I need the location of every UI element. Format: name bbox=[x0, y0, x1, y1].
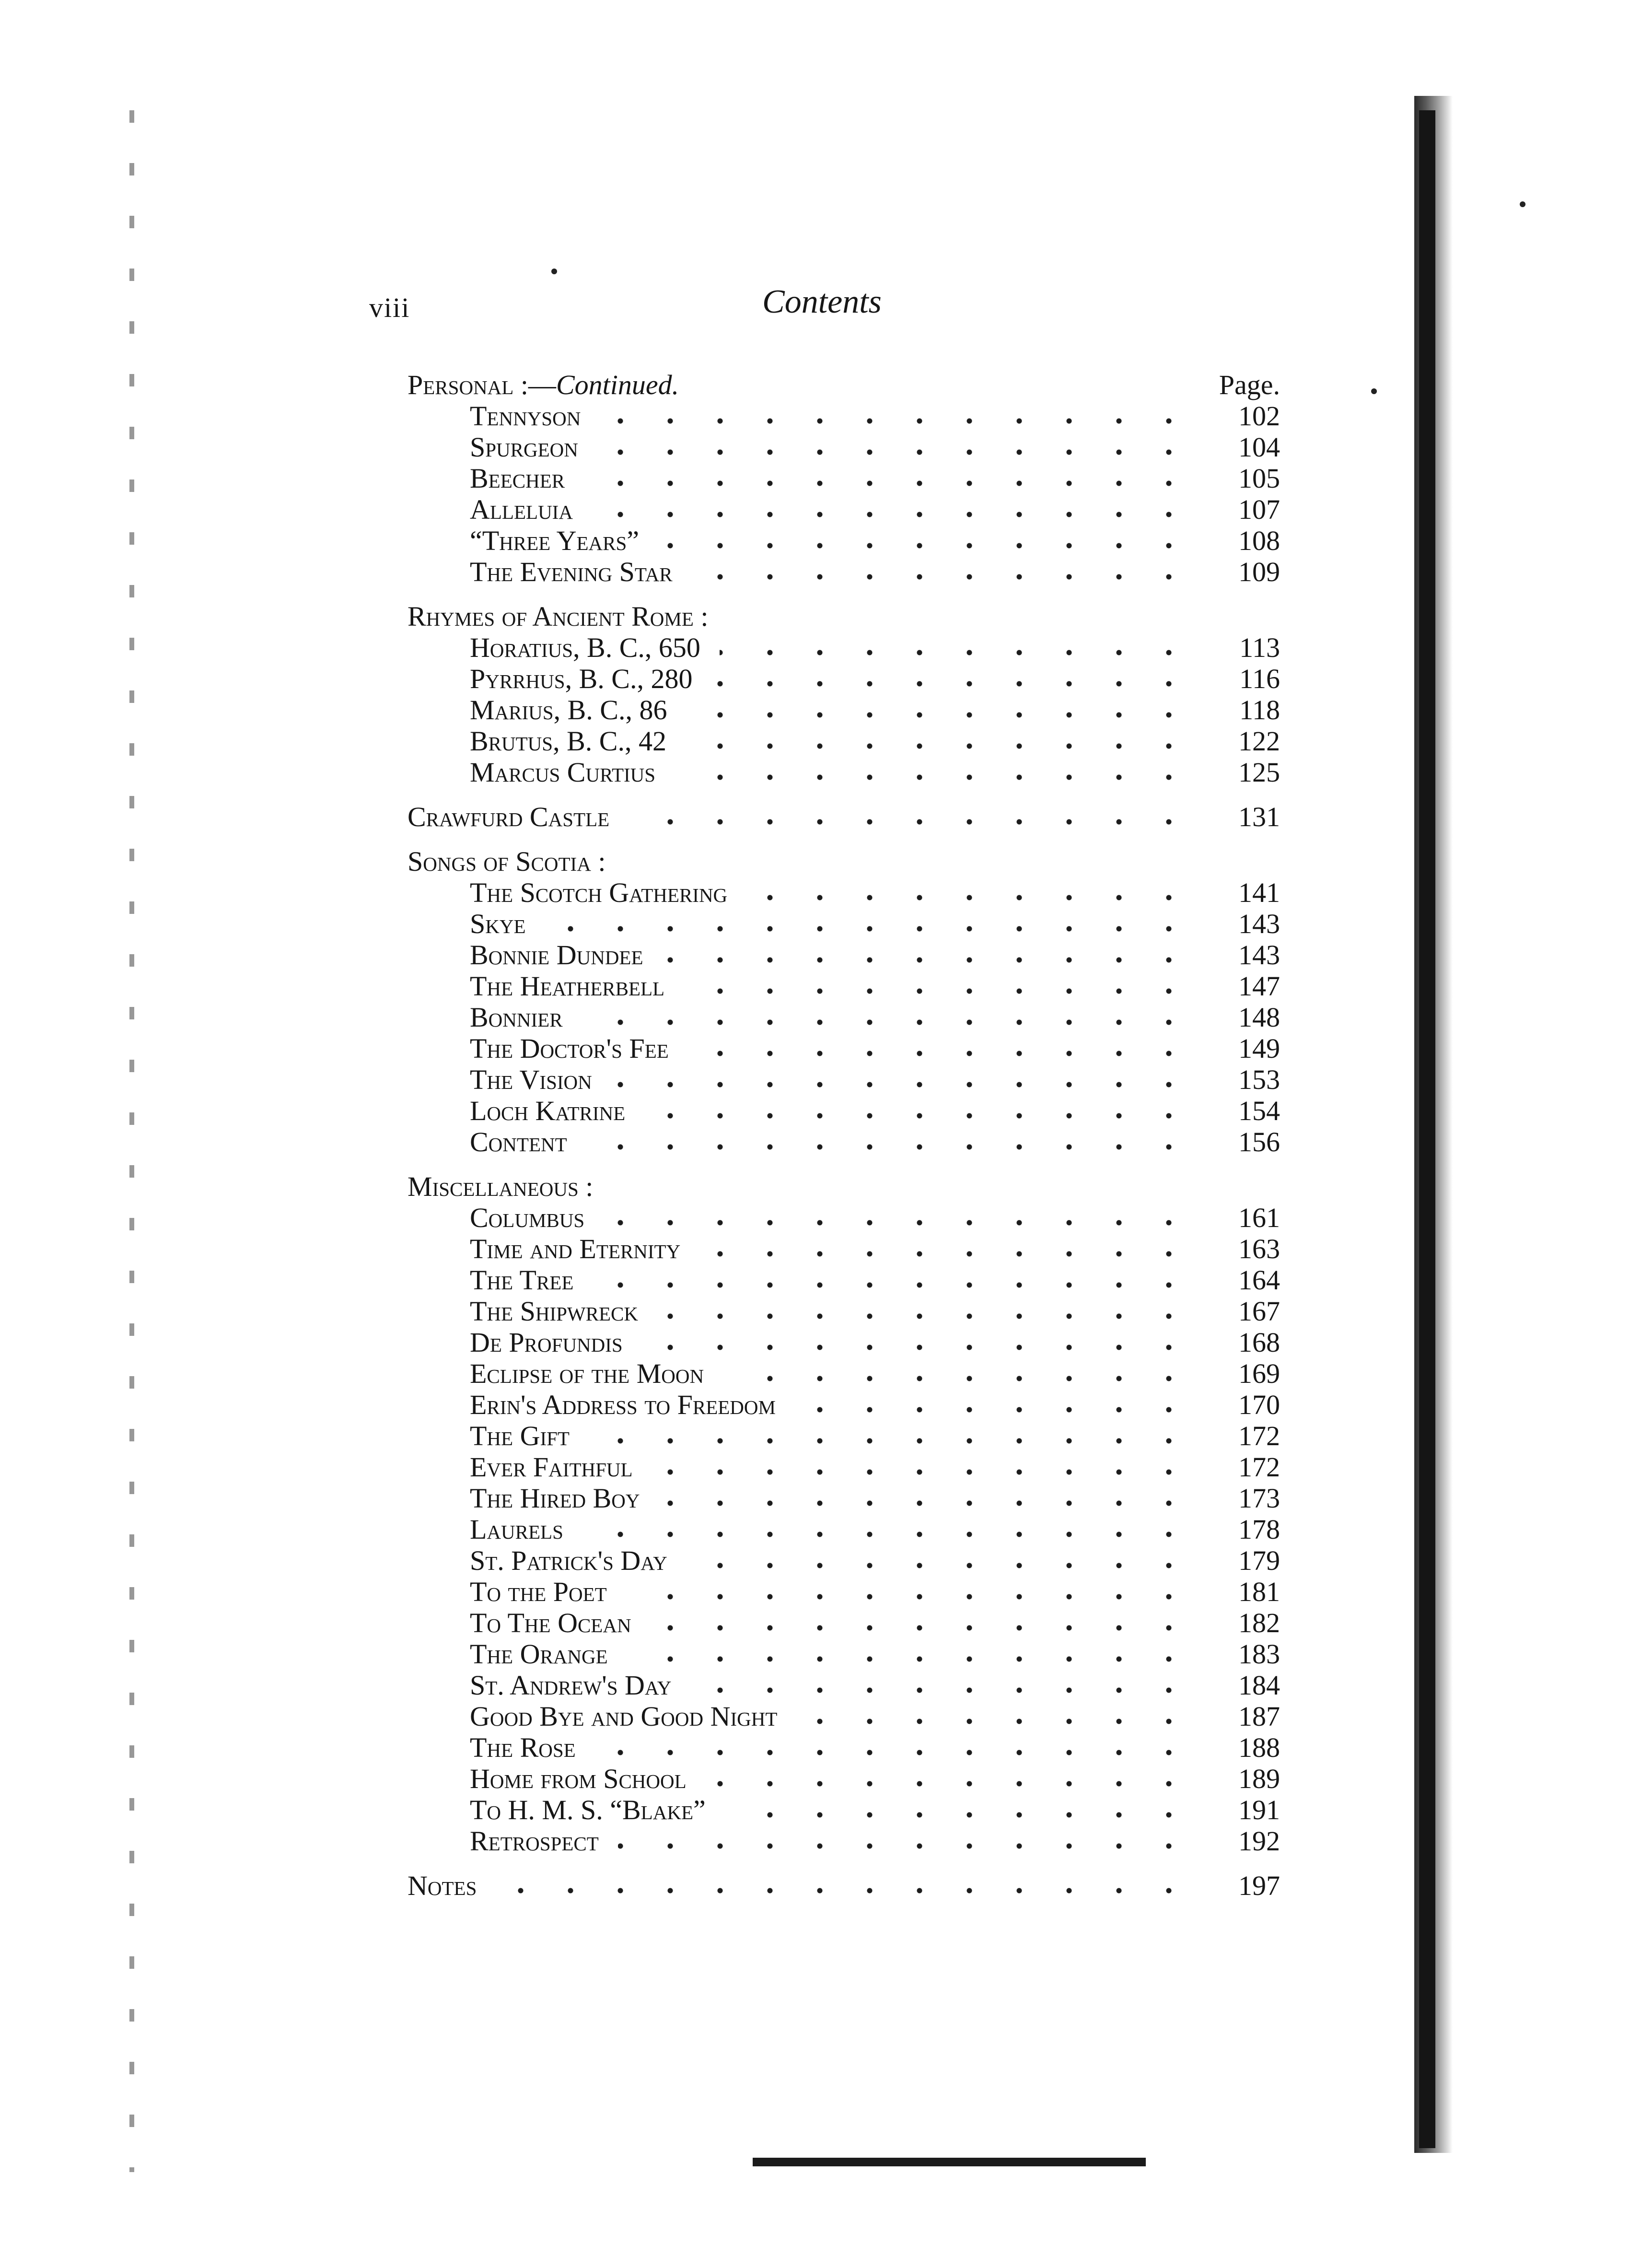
dot-leader bbox=[629, 818, 1194, 825]
toc-entry bbox=[408, 877, 1280, 908]
dot-leader bbox=[692, 573, 1194, 580]
toc-page-number: 125 bbox=[1238, 757, 1280, 788]
toc-page-number: 116 bbox=[1239, 663, 1280, 694]
page-header bbox=[369, 283, 1280, 336]
toc-section bbox=[408, 601, 1280, 632]
toc-title: Content bbox=[470, 1126, 567, 1157]
toc-title: Retrospect bbox=[470, 1825, 599, 1857]
toc-title: The Heatherbell bbox=[470, 970, 665, 1002]
toc-entry bbox=[408, 632, 1280, 663]
scan-edge-marks bbox=[129, 110, 134, 2172]
toc-entry bbox=[408, 757, 1280, 788]
toc-entry bbox=[408, 725, 1280, 757]
dot-leader bbox=[582, 1531, 1194, 1538]
toc-entry bbox=[408, 1607, 1280, 1638]
dot-leader bbox=[659, 1500, 1194, 1507]
scan-speck bbox=[1371, 388, 1377, 394]
dot-leader bbox=[796, 1718, 1194, 1725]
toc-entry bbox=[408, 1095, 1280, 1126]
toc-entry bbox=[408, 1701, 1280, 1732]
toc-entry bbox=[408, 1732, 1280, 1763]
dot-leader bbox=[690, 1687, 1194, 1694]
scan-speck bbox=[1520, 201, 1525, 207]
toc-entry bbox=[408, 1233, 1280, 1264]
toc-title: Notes bbox=[408, 1870, 477, 1901]
toc-entry bbox=[408, 1763, 1280, 1794]
toc-entry bbox=[408, 432, 1280, 463]
dot-leader bbox=[618, 1843, 1194, 1849]
dot-leader bbox=[626, 1593, 1194, 1600]
page-number: viii bbox=[369, 292, 410, 323]
toc-page-number: 172 bbox=[1238, 1451, 1280, 1483]
toc-page-number: 183 bbox=[1238, 1638, 1280, 1670]
toc-section bbox=[408, 369, 1280, 400]
toc-page-number: 113 bbox=[1239, 632, 1280, 663]
dot-leader bbox=[687, 1562, 1194, 1569]
toc-entry bbox=[408, 1264, 1280, 1296]
dot-leader bbox=[642, 1344, 1194, 1351]
toc-title: Columbus bbox=[470, 1202, 585, 1233]
toc-entry bbox=[408, 1638, 1280, 1670]
dot-leader bbox=[652, 1469, 1194, 1475]
toc-page-number: 161 bbox=[1238, 1202, 1280, 1233]
toc-title: Alleluia bbox=[470, 494, 573, 525]
toc-page-number: 173 bbox=[1238, 1483, 1280, 1514]
toc-page-number: 105 bbox=[1238, 463, 1280, 494]
toc-page-number: 170 bbox=[1238, 1389, 1280, 1420]
toc-page-number: 182 bbox=[1238, 1607, 1280, 1638]
toc-page-number: 188 bbox=[1238, 1732, 1280, 1763]
binding-edge bbox=[1419, 110, 1435, 2148]
toc-title: To The Ocean bbox=[470, 1607, 631, 1638]
toc-page-number: 184 bbox=[1238, 1670, 1280, 1701]
dot-leader bbox=[686, 712, 1194, 718]
toc-entry bbox=[408, 1064, 1280, 1095]
dot-leader bbox=[600, 418, 1194, 424]
dot-leader bbox=[663, 957, 1194, 963]
toc-entry bbox=[408, 1545, 1280, 1576]
dot-leader bbox=[597, 449, 1194, 456]
dot-leader bbox=[720, 649, 1194, 656]
toc-page-number: 169 bbox=[1238, 1358, 1280, 1389]
dot-leader bbox=[706, 1780, 1194, 1787]
toc-page-number: 143 bbox=[1238, 908, 1280, 939]
toc-page-number: 163 bbox=[1238, 1233, 1280, 1264]
dot-leader bbox=[675, 774, 1194, 781]
dot-leader bbox=[595, 1749, 1194, 1756]
toc-entry bbox=[408, 463, 1280, 494]
toc-page-number: 154 bbox=[1238, 1095, 1280, 1126]
toc-title: Personal :—Continued. bbox=[408, 369, 679, 400]
dot-leader bbox=[589, 1438, 1194, 1444]
toc-page-number: 131 bbox=[1238, 801, 1280, 832]
toc-title: Crawfurd Castle bbox=[408, 801, 610, 832]
toc-entry bbox=[408, 1389, 1280, 1420]
dot-leader bbox=[592, 511, 1194, 518]
toc-entry bbox=[408, 908, 1280, 939]
toc-title: Marcus Curtius bbox=[470, 757, 656, 788]
toc-title: The Shipwreck bbox=[470, 1296, 638, 1327]
toc-page-number: 168 bbox=[1238, 1327, 1280, 1358]
toc-page-number: 164 bbox=[1238, 1264, 1280, 1296]
toc-title: Loch Katrine bbox=[470, 1095, 626, 1126]
dot-leader bbox=[586, 1144, 1194, 1150]
table-of-contents bbox=[408, 369, 1280, 1901]
toc-page-number: 179 bbox=[1238, 1545, 1280, 1576]
toc-entry bbox=[408, 1420, 1280, 1451]
toc-entry bbox=[408, 1202, 1280, 1233]
toc-page-number: 189 bbox=[1238, 1763, 1280, 1794]
toc-page-number: 181 bbox=[1238, 1576, 1280, 1607]
toc-title: Brutus, B. C., 42 bbox=[470, 725, 666, 757]
toc-title: The Hired Boy bbox=[470, 1483, 640, 1514]
toc-page-number: 141 bbox=[1238, 877, 1280, 908]
toc-entry bbox=[408, 1002, 1280, 1033]
toc-page-number: 109 bbox=[1238, 556, 1280, 587]
toc-page-number: 122 bbox=[1238, 725, 1280, 757]
toc-page-number: 172 bbox=[1238, 1420, 1280, 1451]
toc-title: St. Patrick's Day bbox=[470, 1545, 667, 1576]
scan-speck bbox=[551, 269, 557, 274]
toc-section bbox=[408, 801, 1280, 832]
toc-entry bbox=[408, 1670, 1280, 1701]
toc-title: Skye bbox=[470, 908, 526, 939]
toc-entry bbox=[408, 1794, 1280, 1825]
dot-leader bbox=[699, 1251, 1194, 1257]
toc-entry bbox=[408, 970, 1280, 1002]
dot-leader bbox=[651, 1625, 1194, 1631]
toc-entry bbox=[408, 1327, 1280, 1358]
running-title: Contents bbox=[762, 283, 882, 320]
toc-page-number: 107 bbox=[1238, 494, 1280, 525]
toc-entry bbox=[408, 525, 1280, 556]
toc-page-number: 104 bbox=[1238, 432, 1280, 463]
toc-title: Pyrrhus, B. C., 280 bbox=[470, 663, 693, 694]
toc-page-number: 102 bbox=[1238, 400, 1280, 432]
toc-entry bbox=[408, 1358, 1280, 1389]
toc-title: “Three Years” bbox=[470, 525, 639, 556]
toc-entry bbox=[408, 1825, 1280, 1857]
toc-title: St. Andrew's Day bbox=[470, 1670, 672, 1701]
dot-leader bbox=[582, 1019, 1194, 1026]
dot-leader bbox=[593, 1282, 1194, 1288]
toc-title: The Orange bbox=[470, 1638, 608, 1670]
dot-leader bbox=[627, 1656, 1194, 1662]
dot-leader bbox=[496, 1887, 1194, 1894]
toc-page-number: 118 bbox=[1239, 694, 1280, 725]
toc-title: The Rose bbox=[470, 1732, 576, 1763]
toc-title: Spurgeon bbox=[470, 432, 578, 463]
toc-entry bbox=[408, 663, 1280, 694]
toc-entry bbox=[408, 400, 1280, 432]
toc-title: Rhymes of Ancient Rome : bbox=[408, 601, 709, 632]
toc-page-number: 108 bbox=[1238, 525, 1280, 556]
toc-page-number: Page. bbox=[1219, 369, 1280, 400]
toc-title: Tennyson bbox=[470, 400, 581, 432]
toc-title: Eclipse of the Moon bbox=[470, 1358, 704, 1389]
toc-entry bbox=[408, 1451, 1280, 1483]
toc-entry bbox=[408, 556, 1280, 587]
toc-page-number: 187 bbox=[1238, 1701, 1280, 1732]
toc-title: Bonnie Dundee bbox=[470, 939, 643, 970]
toc-title: Laurels bbox=[470, 1514, 563, 1545]
toc-section bbox=[408, 1171, 1280, 1202]
toc-title: Home from School bbox=[470, 1763, 687, 1794]
toc-page-number: 197 bbox=[1238, 1870, 1280, 1901]
toc-title: The Gift bbox=[470, 1420, 570, 1451]
toc-page-number: 178 bbox=[1238, 1514, 1280, 1545]
toc-title: The Evening Star bbox=[470, 556, 673, 587]
toc-section bbox=[408, 1870, 1280, 1901]
dot-leader bbox=[725, 1812, 1194, 1818]
toc-section bbox=[408, 846, 1280, 877]
dot-leader bbox=[795, 1406, 1194, 1413]
toc-entry bbox=[408, 1576, 1280, 1607]
dot-leader bbox=[658, 542, 1194, 549]
dot-leader bbox=[688, 1050, 1194, 1057]
toc-title: Ever Faithful bbox=[470, 1451, 633, 1483]
toc-continued: Continued. bbox=[556, 369, 679, 400]
dot-leader bbox=[686, 743, 1194, 749]
toc-title: To the Poet bbox=[470, 1576, 607, 1607]
toc-page-number: 147 bbox=[1238, 970, 1280, 1002]
dot-leader bbox=[711, 680, 1194, 687]
toc-page-number: 167 bbox=[1238, 1296, 1280, 1327]
toc-entry bbox=[408, 1126, 1280, 1157]
dot-leader bbox=[723, 1375, 1194, 1382]
toc-entry bbox=[408, 1514, 1280, 1545]
toc-title: Good Bye and Good Night bbox=[470, 1701, 778, 1732]
toc-entry bbox=[408, 1296, 1280, 1327]
dot-leader bbox=[684, 988, 1194, 994]
toc-entry bbox=[408, 1483, 1280, 1514]
dot-leader bbox=[611, 1081, 1194, 1088]
toc-title: Time and Eternity bbox=[470, 1233, 681, 1264]
toc-page-number: 148 bbox=[1238, 1002, 1280, 1033]
toc-title: Beecher bbox=[470, 463, 565, 494]
toc-title: Bonnier bbox=[470, 1002, 563, 1033]
toc-title: Marius, B. C., 86 bbox=[470, 694, 667, 725]
toc-title: The Tree bbox=[470, 1264, 574, 1296]
toc-page-number: 156 bbox=[1238, 1126, 1280, 1157]
toc-entry bbox=[408, 694, 1280, 725]
toc-title: Horatius, B. C., 650 bbox=[470, 632, 700, 663]
toc-entry bbox=[408, 939, 1280, 970]
dot-leader bbox=[746, 894, 1194, 901]
toc-page-number: 192 bbox=[1238, 1825, 1280, 1857]
toc-title: The Scotch Gathering bbox=[470, 877, 728, 908]
bottom-rule bbox=[753, 2158, 1146, 2166]
dot-leader bbox=[545, 925, 1194, 932]
toc-page-number: 149 bbox=[1238, 1033, 1280, 1064]
toc-page-number: 191 bbox=[1238, 1794, 1280, 1825]
dot-leader bbox=[657, 1313, 1194, 1320]
toc-entry bbox=[408, 1033, 1280, 1064]
dot-leader bbox=[644, 1112, 1194, 1119]
toc-title: The Doctor's Fee bbox=[470, 1033, 669, 1064]
toc-entry bbox=[408, 494, 1280, 525]
toc-title: To H. M. S. “Blake” bbox=[470, 1794, 706, 1825]
toc-page-number: 153 bbox=[1238, 1064, 1280, 1095]
toc-title: Erin's Address to Freedom bbox=[470, 1389, 776, 1420]
dot-leader bbox=[584, 480, 1194, 487]
toc-title: Miscellaneous : bbox=[408, 1171, 594, 1202]
dot-leader bbox=[604, 1219, 1194, 1226]
toc-title: The Vision bbox=[470, 1064, 592, 1095]
toc-page-number: 143 bbox=[1238, 939, 1280, 970]
toc-title: Songs of Scotia : bbox=[408, 846, 606, 877]
toc-title: De Profundis bbox=[470, 1327, 623, 1358]
